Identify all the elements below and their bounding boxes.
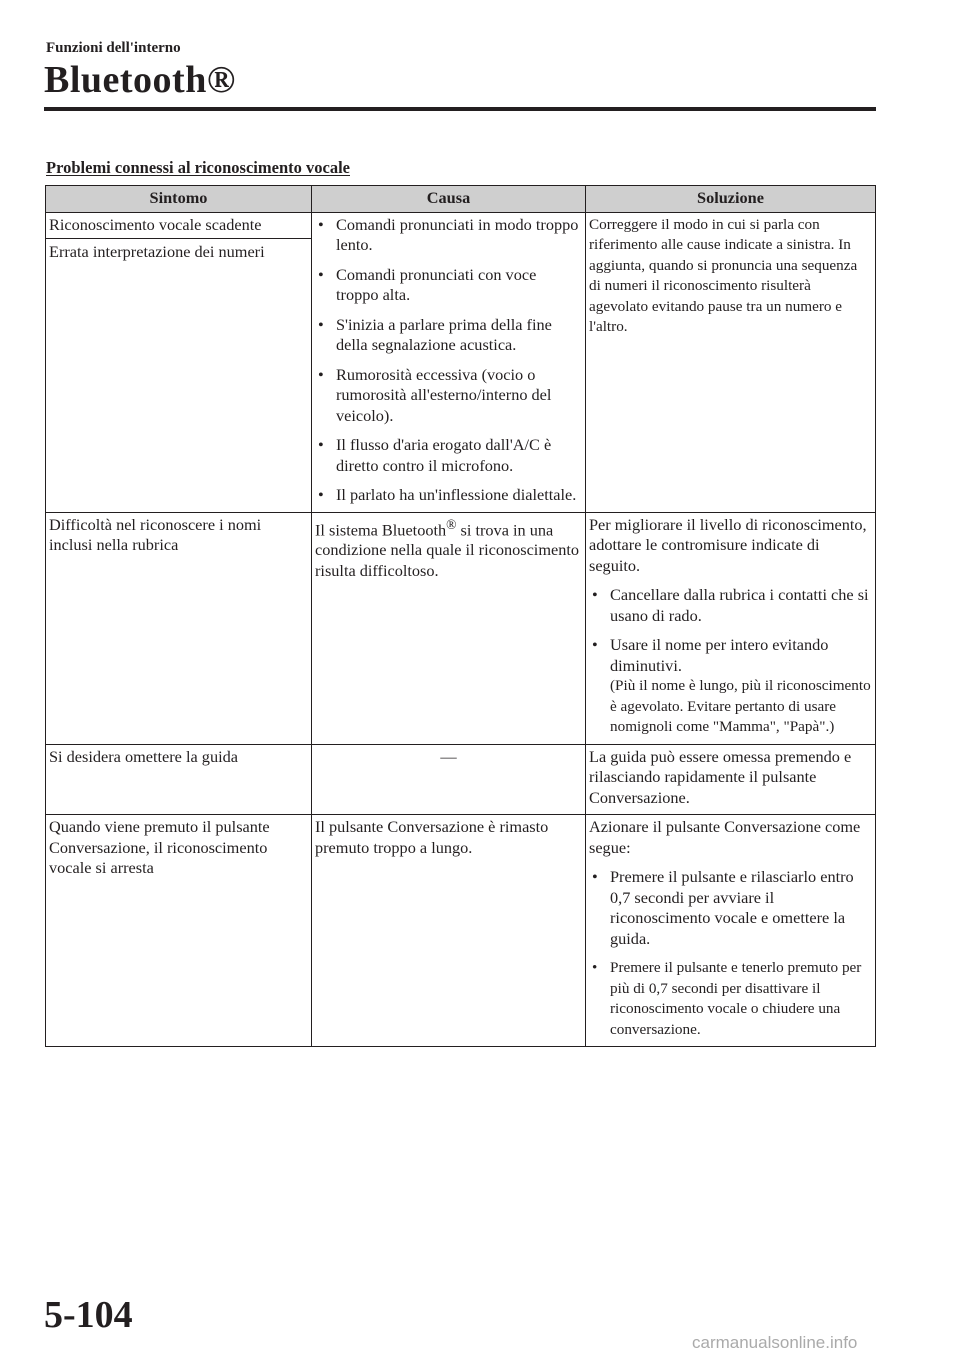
table-row bbox=[46, 744, 876, 815]
cause-cell: — bbox=[312, 744, 586, 815]
list-item: • Cancellare dalla rubrica i contatti che si usano di rado. bbox=[589, 585, 872, 626]
registered-mark: ® bbox=[446, 516, 457, 532]
list-item: • Rumorosità eccessiva (vocio o rumorosità all'esterno/interno del veicolo). bbox=[315, 365, 582, 427]
list-item: • S'inizia a parlare prima della fine della segnalazione acustica. bbox=[315, 315, 582, 356]
page-number: 5-104 bbox=[44, 1294, 133, 1336]
section-title: Problemi connessi al riconoscimento vocale bbox=[46, 158, 350, 177]
symptom-cell bbox=[46, 212, 312, 512]
chapter-label: Funzioni dell'interno bbox=[46, 40, 181, 56]
list-item: • Premere il pulsante e tenerlo premuto per più di 0,7 secondi per disattivare il riconoscimento vocale o chiudere una conversazione. bbox=[589, 958, 872, 1040]
table-header-row bbox=[46, 186, 876, 213]
solution-note: (Più il nome è lungo, più il riconoscimento è agevolato. Evitare pertanto di usare nomignoli come "Mamma", "Papà".) bbox=[610, 677, 871, 735]
cause-cell: Il pulsante Conversazione è rimasto premuto troppo a lungo. bbox=[312, 815, 586, 1047]
symptom-text: Riconoscimento vocale scadente bbox=[46, 215, 311, 240]
symptom-text: Errata interpretazione dei numeri bbox=[49, 242, 265, 261]
solution-cell bbox=[586, 815, 876, 1047]
list-item: • Premere il pulsante e rilasciarlo entro 0,7 secondi per avviare il riconoscimento vocale e omettere la guida. bbox=[589, 867, 872, 949]
cause-text: Il sistema Bluetooth bbox=[315, 519, 447, 539]
list-item-text: Usare il nome per intero evitando diminutivi. bbox=[610, 635, 829, 675]
watermark: carmanualsonline.info bbox=[692, 1333, 858, 1352]
list-item bbox=[589, 635, 872, 738]
title-divider bbox=[44, 107, 876, 111]
list-item: • Il parlato ha un'inflessione dialettale. bbox=[315, 485, 582, 506]
troubleshooting-table bbox=[45, 185, 876, 1047]
cause-cell bbox=[312, 512, 586, 744]
cause-text: si trova in una condizione nella quale il riconoscimento risulta difficoltoso. bbox=[315, 519, 580, 580]
symptom-cell: Quando viene premuto il pulsante Conversazione, il riconoscimento vocale si arresta bbox=[46, 815, 312, 1047]
cause-list bbox=[315, 215, 582, 506]
header-symptom: Sintomo bbox=[46, 186, 312, 213]
solution-cell: Correggere il modo in cui si parla con riferimento alle cause indicate a sinistra. In aggiunta, quando si pronuncia una sequenza di numeri il riconoscimento risulterà agevolato evitando pause tra un numero e l'altro. bbox=[586, 212, 876, 512]
header-solution: Soluzione bbox=[586, 186, 876, 213]
symptom-cell: Difficoltà nel riconoscere i nomi inclusi nella rubrica bbox=[46, 512, 312, 744]
cause-cell bbox=[312, 212, 586, 512]
solution-list bbox=[589, 585, 872, 738]
page-title: Bluetooth® bbox=[44, 59, 236, 101]
list-item: • Comandi pronunciati in modo troppo lento. bbox=[315, 215, 582, 256]
solution-intro: Azionare il pulsante Conversazione come segue: bbox=[589, 817, 861, 857]
solution-list bbox=[589, 867, 872, 1040]
symptom-cell: Si desidera omettere la guida bbox=[46, 744, 312, 815]
table-row bbox=[46, 512, 876, 744]
table-row bbox=[46, 212, 876, 512]
list-item: • Comandi pronunciati con voce troppo alta. bbox=[315, 265, 582, 306]
table-row bbox=[46, 815, 876, 1047]
header-cause: Causa bbox=[312, 186, 586, 213]
solution-intro: Per migliorare il livello di riconoscimento, adottare le contromisure indicate di seguito. bbox=[589, 514, 867, 575]
solution-cell bbox=[586, 512, 876, 744]
list-item: • Il flusso d'aria erogato dall'A/C è diretto contro il microfono. bbox=[315, 435, 582, 476]
solution-cell: La guida può essere omessa premendo e rilasciando rapidamente il pulsante Conversazione. bbox=[586, 744, 876, 815]
